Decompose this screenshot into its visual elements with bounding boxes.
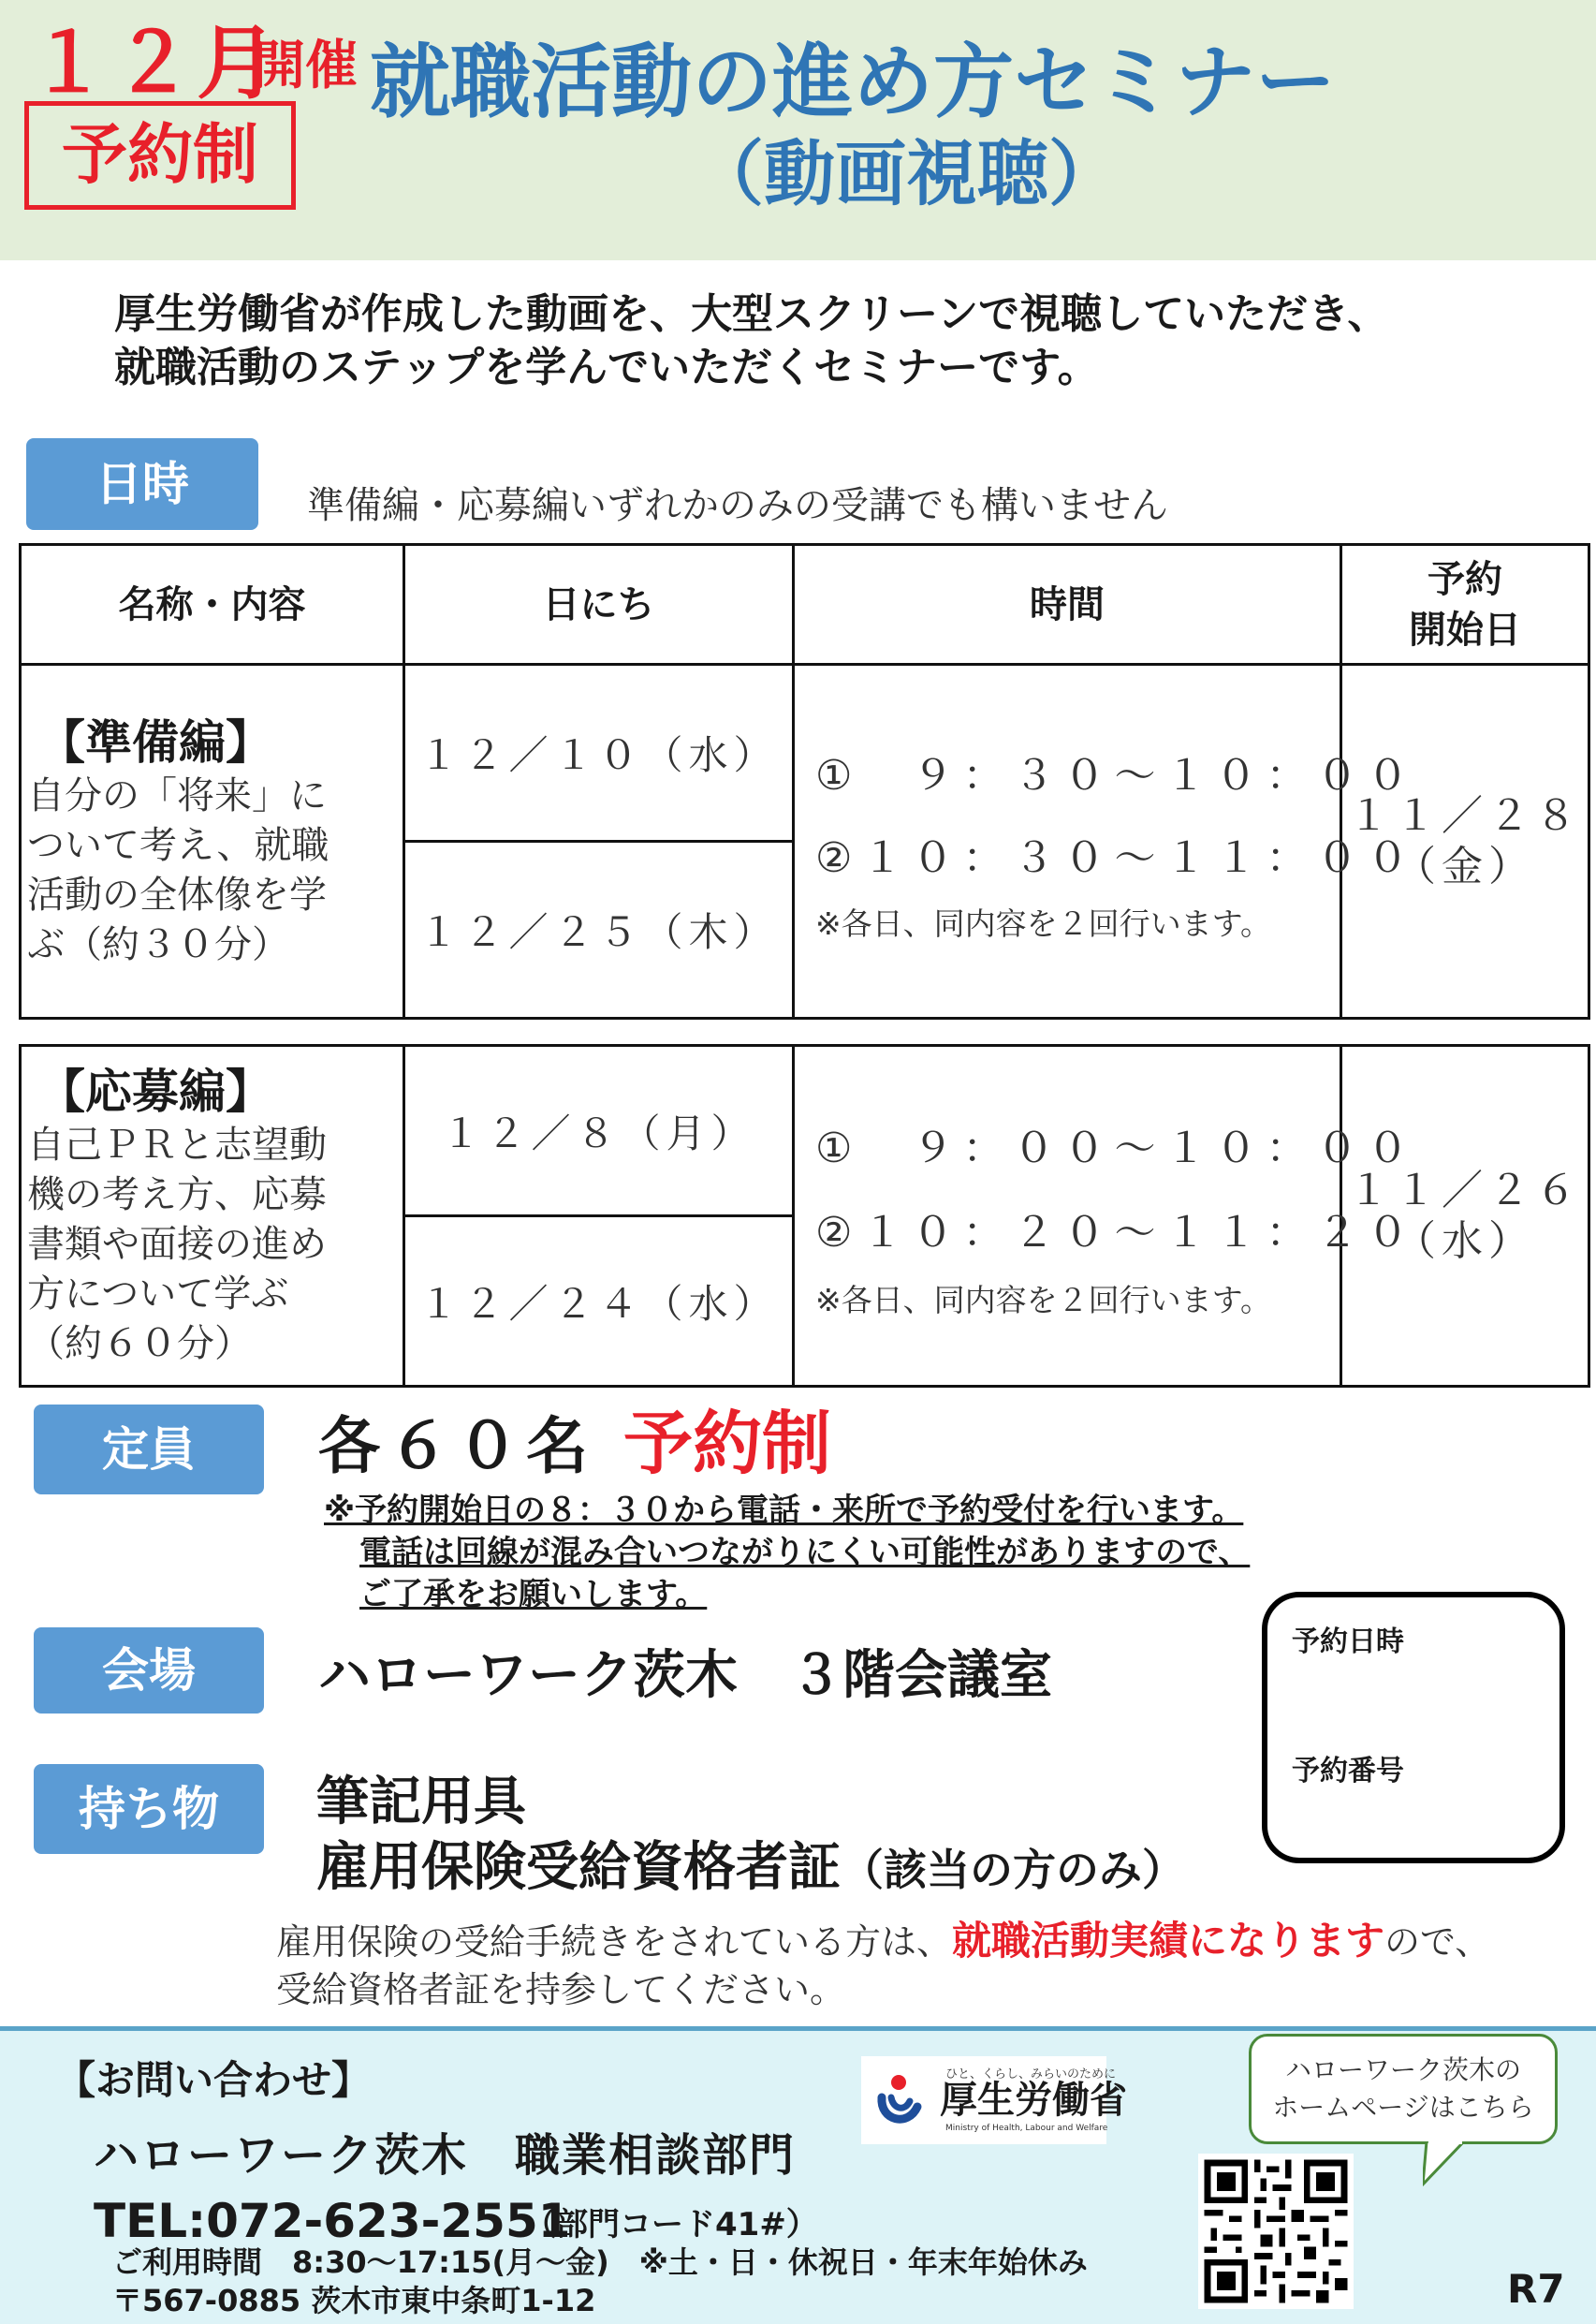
mhlw-en: Ministry of Health, Labour and Welfare: [945, 2124, 1108, 2133]
header-open: [1341, 545, 1589, 665]
datetime-note: 準備編・応募編いずれかのみの受講でも構いません: [307, 484, 1168, 527]
session-prep-desc-3: 活動の全体像を学: [27, 873, 327, 917]
session-prep-open-date: １１／２８: [1348, 791, 1582, 840]
reservation-badge: 予約制: [24, 101, 296, 210]
session-prep-times: [794, 665, 1418, 1019]
items-label: 持ち物: [34, 1764, 264, 1854]
insurance-note-line-2: 受給資格者証を持参してください。: [276, 1969, 846, 2010]
session-apply-time-2: ②１０：２０～１１：２０: [815, 1208, 1418, 1257]
session-apply-date-2: １２／２４（水）: [404, 1216, 794, 1387]
item-insurance-cert-note: （該当の方のみ）: [841, 1845, 1185, 1895]
insurance-note-pre: 雇用保険の受給手続きをされている方は、: [276, 1921, 953, 1963]
session-apply-title: 【応募編】: [38, 1065, 272, 1119]
intro-line-1: 厚生労働省が作成した動画を、大型スクリーンで視聴していただき、: [114, 290, 1389, 338]
qr-code-icon[interactable]: [1198, 2154, 1354, 2309]
session-apply-times: [794, 1046, 1418, 1387]
session-apply-info: [21, 1046, 404, 1387]
dept-code: （部門コード41#）: [524, 2206, 818, 2243]
session-prep-date-1: １２／１０（水）: [404, 665, 794, 842]
venue-label: 会場: [34, 1627, 264, 1714]
session-apply-open-date: １１／２６: [1348, 1166, 1582, 1214]
reservation-datetime-label: 予約日時: [1292, 1625, 1404, 1658]
homepage-callout: [1249, 2034, 1558, 2144]
session-prep-desc-2: ついて考え、就職: [27, 823, 329, 867]
office-tel: TEL:072-623-2551: [94, 2194, 571, 2248]
item-writing-tools: 筆記用具: [316, 1772, 526, 1832]
session-apply-desc-4: 方について学ぶ: [27, 1272, 289, 1316]
venue-value: ハローワーク茨木 ３階会議室: [318, 1645, 1052, 1706]
capacity-label: 定員: [34, 1405, 264, 1494]
schedule-table-2: [19, 1044, 1590, 1388]
header-date: 日にち: [404, 545, 794, 665]
header-open-line2: 開始日: [1409, 608, 1521, 652]
session-prep-open-day: （金）: [1395, 842, 1535, 890]
session-prep-info: [21, 665, 404, 1019]
inquiry-heading: 【お問い合わせ】: [56, 2057, 372, 2103]
header-open-line1: 予約: [1428, 557, 1502, 601]
insurance-note-post: ので、: [1384, 1921, 1491, 1963]
session-apply-time-1: ① ９：００～１０：００: [815, 1124, 1418, 1172]
session-apply-open-day: （水）: [1395, 1216, 1535, 1265]
mhlw-name: 厚生労働省: [940, 2079, 1127, 2122]
session-prep-desc-4: ぶ（約３０分）: [27, 922, 289, 966]
callout-tail-icon: [1423, 2141, 1479, 2188]
office-address: 〒567-0885 茨木市東中条町1-12: [112, 2283, 596, 2318]
header-name: 名称・内容: [21, 545, 404, 665]
session-prep-time-note: ※各日、同内容を２回行います。: [815, 905, 1272, 942]
item-insurance-cert-text: 雇用保険受給資格者証: [316, 1837, 841, 1898]
capacity-reservation: 予約制: [623, 1404, 831, 1484]
office-hours: ご利用時間 8:30～17:15(月～金) ※土・日・休祝日・年末年始休み: [112, 2244, 1088, 2280]
session-prep-time-2: ②１０：３０～１１：００: [815, 833, 1418, 882]
session-prep-date-2: １２／２５（木）: [404, 842, 794, 1019]
mhlw-logo: [861, 2056, 1127, 2144]
insurance-note-red: 就職活動実績になります: [952, 1918, 1385, 1964]
session-apply-date-1: １２／８（月）: [404, 1046, 794, 1216]
reservation-record-box: [1262, 1592, 1565, 1863]
page-subtitle: （動画視聴）: [693, 132, 1120, 215]
session-prep-desc-1: 自分の「将来」に: [27, 773, 327, 817]
capacity-note-1: ※予約開始日の８：３０から電話・来所で予約受付を行います。: [324, 1492, 1244, 1529]
datetime-label: 日時: [26, 438, 258, 530]
header-time: 時間: [794, 545, 1341, 665]
session-apply-desc-1: 自己ＰＲと志望動: [27, 1124, 327, 1167]
page-title: 就職活動の進め方セミナー: [370, 36, 1336, 129]
session-prep-time-1: ① ９：３０～１０：００: [815, 751, 1418, 800]
item-insurance-cert: [316, 1833, 1185, 1905]
office-name: ハローワーク茨木 職業相談部門: [94, 2129, 797, 2182]
capacity-note-3: ご了承をお願いします。: [359, 1576, 708, 1613]
schedule-table-1: [19, 543, 1590, 1020]
session-apply-desc-2: 機の考え方、応募: [27, 1173, 327, 1216]
insurance-note-line-1: [276, 1918, 1490, 1965]
mhlw-emblem-icon: [871, 2069, 927, 2135]
qr-code-graphic: [1198, 2154, 1354, 2309]
held-text: 開催: [253, 36, 358, 96]
session-prep-title: 【準備編】: [38, 714, 272, 770]
session-apply-desc-3: 書類や面接の進め: [27, 1223, 327, 1266]
reservation-number-label: 予約番号: [1292, 1755, 1404, 1787]
session-apply-time-note: ※各日、同内容を２回行います。: [815, 1281, 1272, 1318]
document-code: R7: [1507, 2266, 1565, 2312]
session-apply-desc-5: （約６０分）: [27, 1322, 252, 1365]
intro-line-2: 就職活動のステップを学んでいただくセミナーです。: [114, 344, 1099, 391]
homepage-line-2: ホームページはこちら: [1272, 2092, 1534, 2123]
capacity-note-2: 電話は回線が混み合いつながりにくい可能性がありますので、: [359, 1534, 1251, 1571]
month-text: １２月: [28, 17, 281, 110]
mhlw-tagline: ひと、くらし、みらいのために: [945, 2067, 1117, 2081]
homepage-line-1: ハローワーク茨木の: [1284, 2054, 1521, 2085]
capacity-value: 各６０名: [318, 1410, 595, 1482]
